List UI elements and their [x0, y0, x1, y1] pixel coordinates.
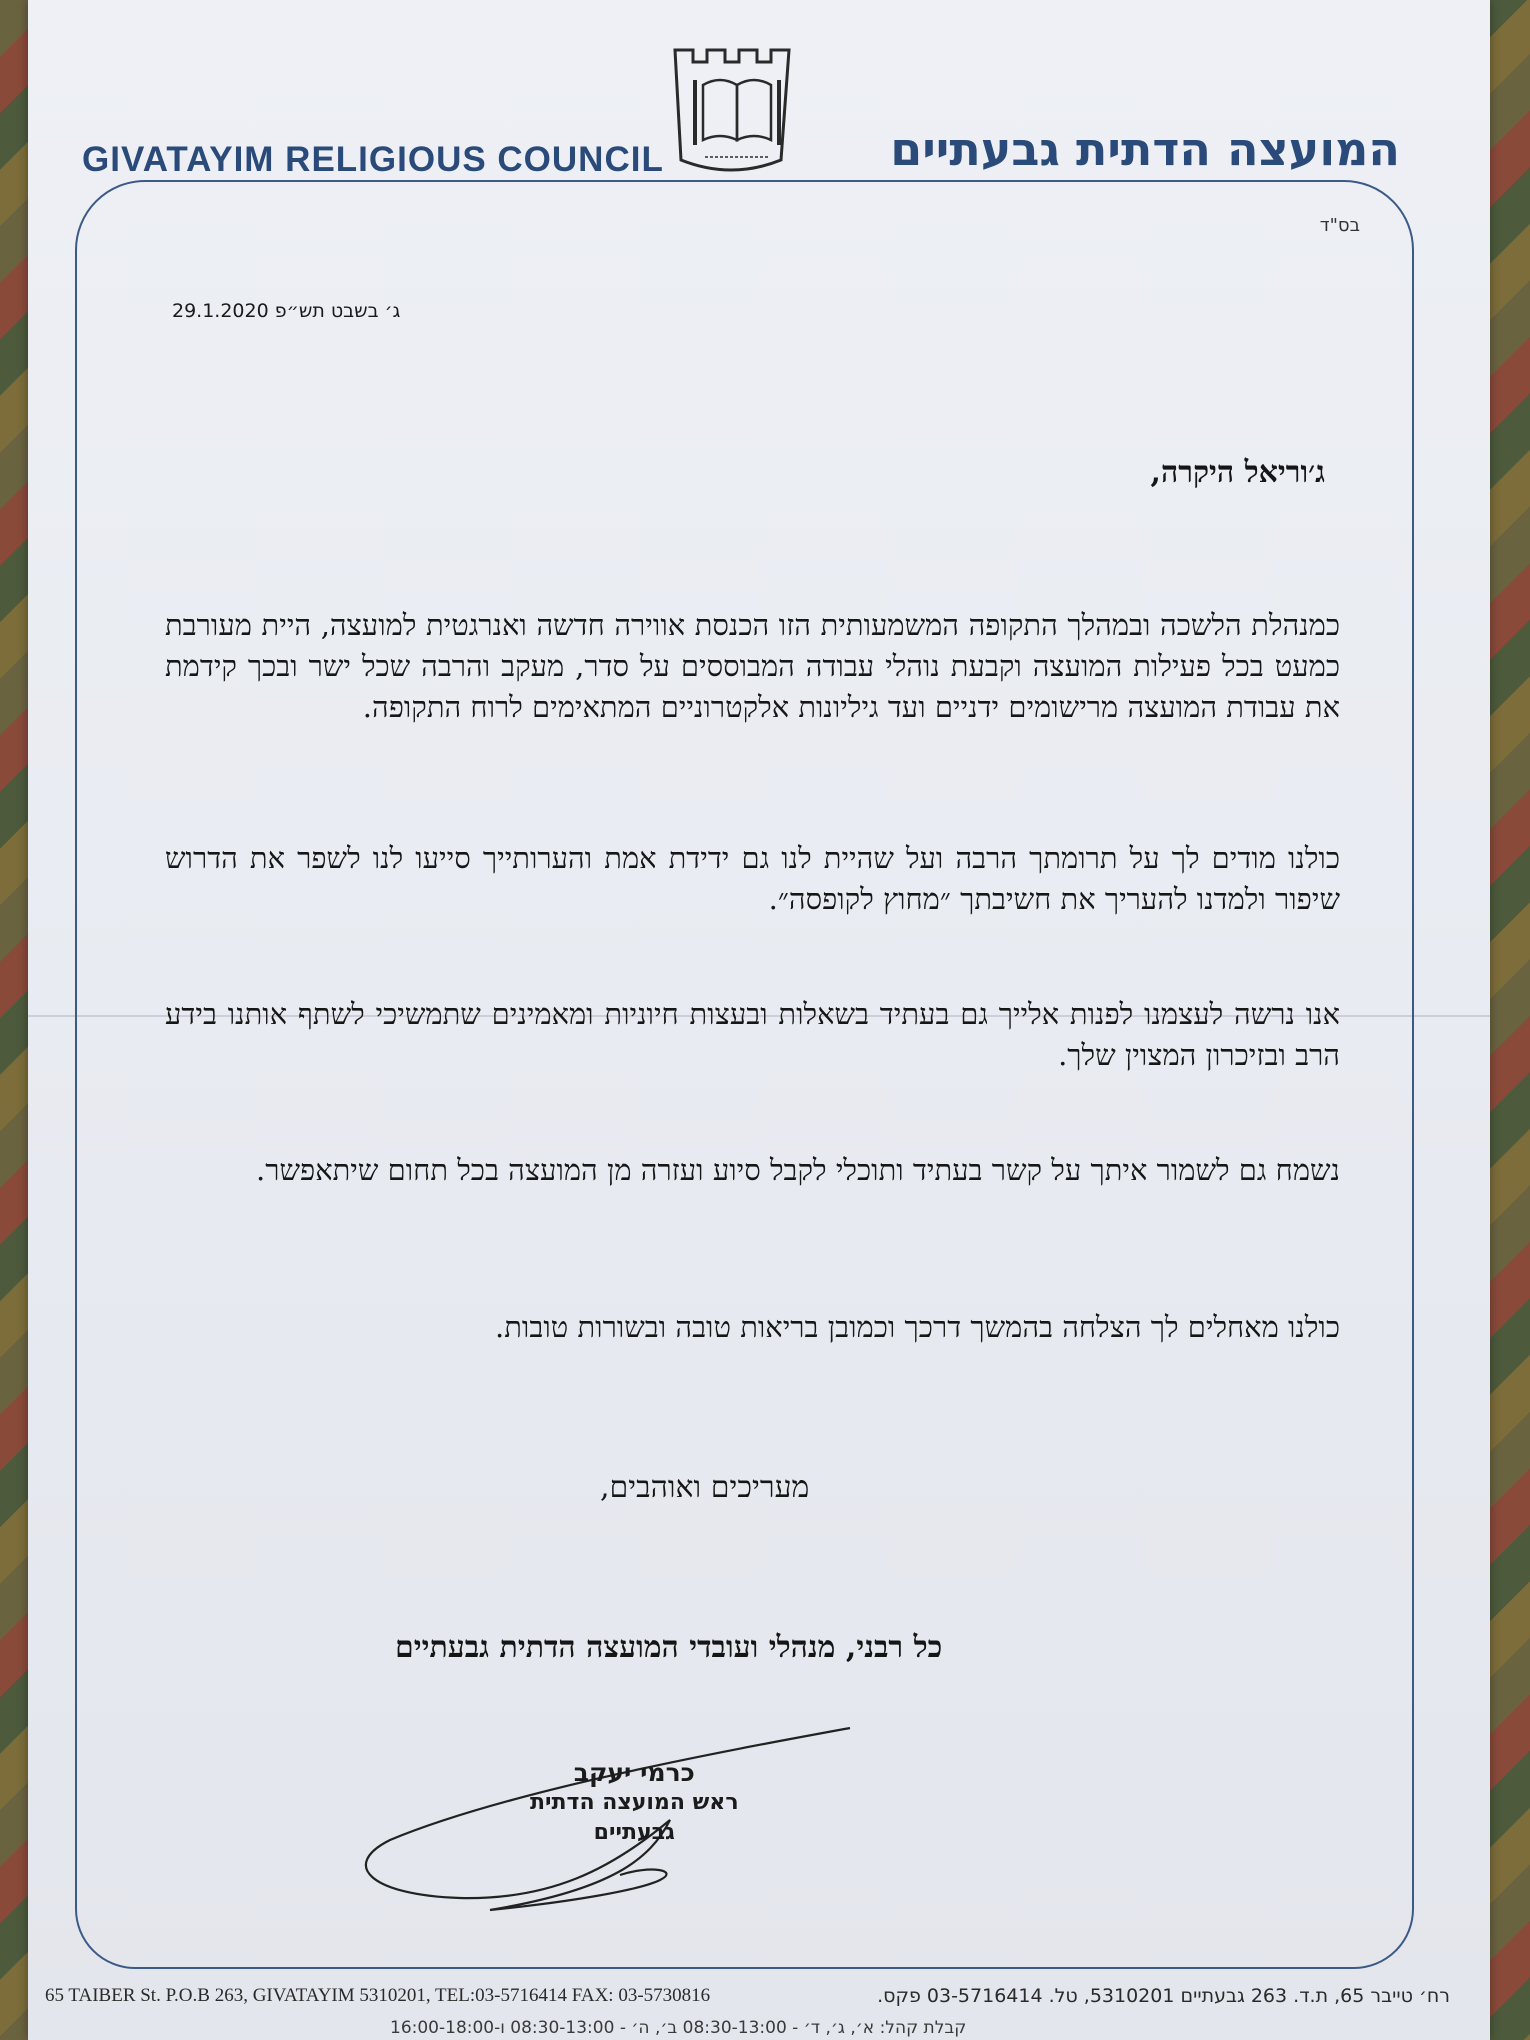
council-name-en: GIVATAYIM RELIGIOUS COUNCIL: [82, 140, 664, 179]
paragraph-4: נשמח גם לשמור איתך על קשר בעתיד ותוכלי לקבל סיוע ועזרה מן המועצה בכל תחום שיתאפשר.: [256, 1153, 1340, 1187]
council-name-he: המועצה הדתית גבעתיים: [890, 122, 1400, 176]
signers-line: כל רבני, מנהלי ועובדי המועצה הדתית גבעתיים: [395, 1630, 943, 1665]
paragraph-2: כולנו מודים לך על תרומתך הרבה ועל שהיית לנו גם ידידת אמת והערותייך סייעו לנו לשפר את הדרוש שיפור ולמדנו להעריך את חשיבתך ״מחוץ לקופסה״.: [165, 841, 1340, 916]
paragraph-5: כולנו מאחלים לך הצלחה בהמשך דרכך וכמובן בריאות טובה ובשורות טובות.: [495, 1310, 1340, 1344]
footer-address-he: רח׳ טייבר 65, ת.ד. 263 גבעתיים 5310201, טל. 03-5716414 פקס.: [877, 1985, 1450, 2007]
footer-hours: קבלת קהל: א׳, ג׳, ד׳ - 08:30-13:00 ב׳, ה׳ - 08:30-13:00 ו-16:00-18:00: [390, 2018, 967, 2038]
bsd-mark: בס"ד: [1319, 215, 1360, 236]
signature-block: [530, 1758, 739, 1848]
footer-address-en: 65 TAIBER St. P.O.B 263, GIVATAYIM 5310201, TEL:03-5716414 FAX: 03-5730816: [45, 1985, 711, 2006]
paragraph-1: כמנהלת הלשכה ובמהלך התקופה המשמעותית הזו הכנסת אווירה חדשה ואנרגטית למועצה, היית מעורבת כמעט בכל פעילות המועצה וקבעת נוהלי עבודה המבוססים על סדר, מעקב והרבה שכל ישר ובכך קידמת את עבודת המועצה מרישומים ידניים ועד גיליונות אלקטרוניים המתאימים לרוח התקופה.: [165, 608, 1340, 724]
signatory-city: גבעתיים: [593, 1820, 675, 1845]
signatory-name: כרמי יעקב: [573, 1758, 695, 1787]
greeting: ג׳וריאל היקרה,: [1150, 455, 1325, 490]
council-logo: [665, 45, 810, 180]
closing-line: מעריכים ואוהבים,: [600, 1470, 810, 1505]
letter-date: ג׳ בשבט תש״פ 29.1.2020: [172, 300, 401, 322]
paragraph-3: אנו נרשה לעצמנו לפנות אלייך גם בעתיד בשאלות ובעצות חיוניות ומאמינים שתמשיכי לשתף אותנו בידע הרב ובזיכרון המצוין שלך.: [165, 997, 1340, 1072]
signatory-title: ראש המועצה הדתית: [530, 1790, 739, 1815]
